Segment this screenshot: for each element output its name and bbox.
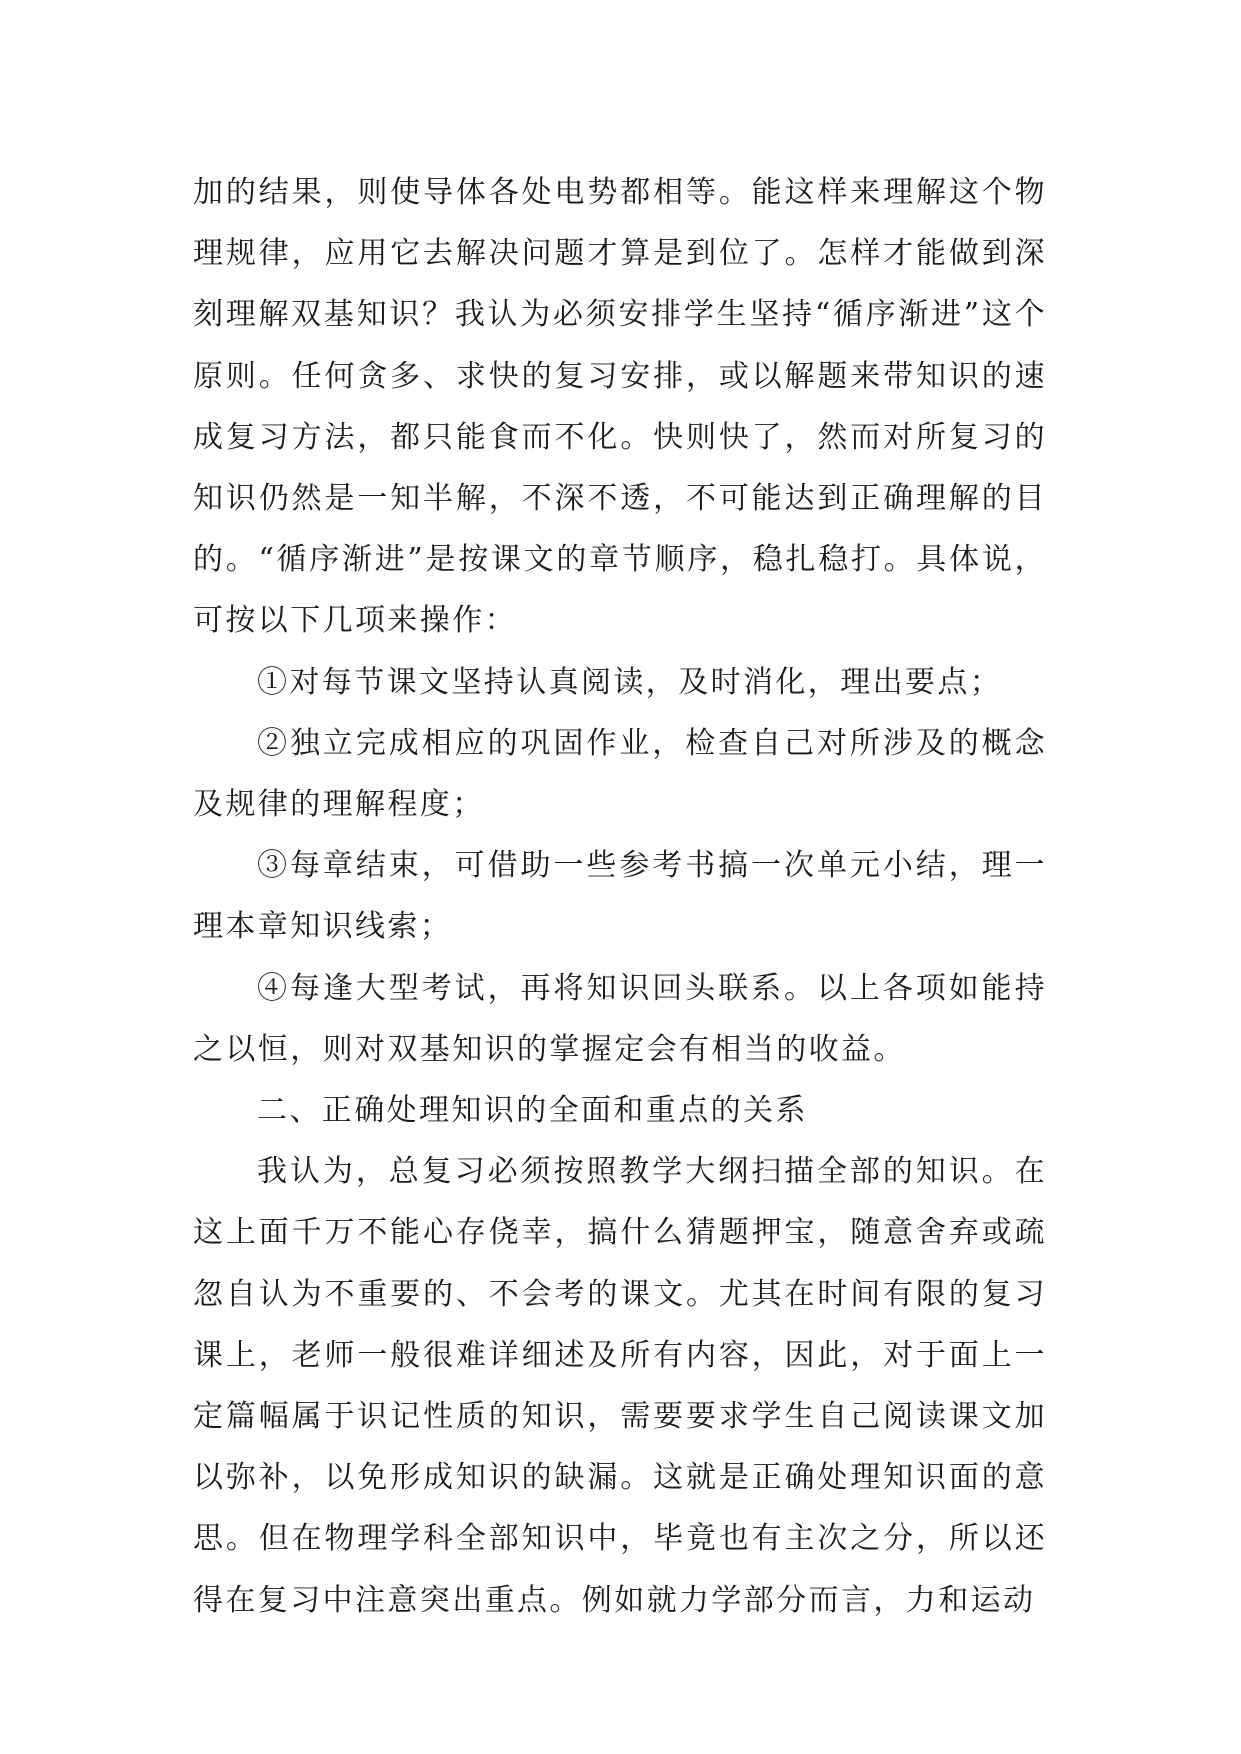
paragraph-section-2: 我认为，总复习必须按照教学大纲扫描全部的知识。在这上面千万不能心存侥幸，搞什么猜题押宝，随意舍弃或疏忽自认为不重要的、不会考的课文。尤其在时间有限的复习课上，老师一般很难详细述及所有内容，因此，对于面上一定篇幅属于识记性质的知识，需要要求学生自己阅读课文加以弥补，以免形成知识的缺漏。这就是正确处理知识面的意思。但在物理学科全部知识中，毕竟也有主次之分，所以还得在复习中注意突出重点。例如就力学部分而言，力和运动 bbox=[193, 1154, 1047, 1618]
list-item-3: ③每章结束，可借助一些参考书搞一次单元小结，理一理本章知识线索； bbox=[193, 848, 1047, 945]
document-body bbox=[193, 162, 1047, 1631]
list-item-1: ①对每节课文坚持认真阅读，及时消化，理出要点； bbox=[257, 664, 1003, 700]
section-heading: 二、正确处理知识的全面和重点的关系 bbox=[257, 1093, 808, 1129]
list-item-2: ②独立完成相应的巩固作业，检查自己对所涉及的概念及规律的理解程度； bbox=[193, 725, 1047, 823]
list-item-4: ④每逢大型考试，再将知识回头联系。以上各项如能持之以恒，则对双基知识的掌握定会有相当的收益。 bbox=[193, 970, 1047, 1067]
paragraph-continuation: 加的结果，则使导体各处电势都相等。能这样来理解这个物理规律，应用它去解决问题才算是到位了。怎样才能做到深刻理解双基知识？我认为必须安排学生坚持“循序渐进”这个原则。任何贪多、求快的复习安排，或以解题来带知识的速成复习方法，都只能食而不化。快则快了，然而对所复习的知识仍然是一知半解，不深不透，不可能达到正确理解的目的。“循序渐进”是按课文的章节顺序，稳扎稳打。具体说，可按以下几项来操作： bbox=[193, 175, 1047, 639]
